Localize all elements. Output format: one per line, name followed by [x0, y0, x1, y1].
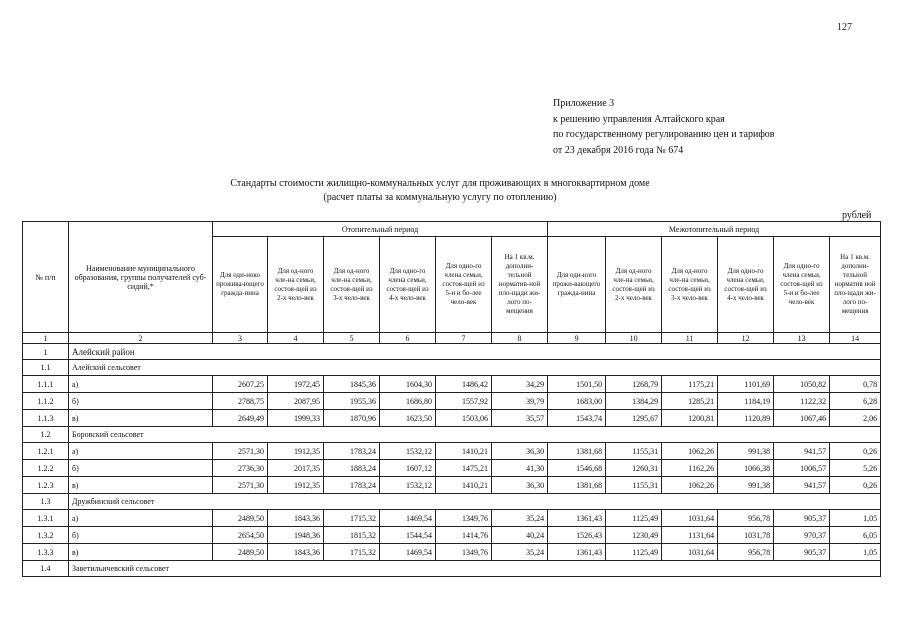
- value-cell: 1843,36: [268, 544, 324, 561]
- column-number: 6: [380, 333, 436, 344]
- district-name: Алейский район: [69, 344, 881, 360]
- header-row-periods: [23, 222, 881, 237]
- row-group: а): [69, 510, 213, 527]
- table-row: [23, 376, 881, 393]
- table-body: [23, 344, 881, 577]
- value-cell: 1526,43: [548, 527, 606, 544]
- column-number: 12: [718, 333, 774, 344]
- value-cell: 2,06: [830, 410, 881, 427]
- row-code: 1.3.1: [23, 510, 69, 527]
- row-group: б): [69, 527, 213, 544]
- units-label: рублей: [842, 210, 872, 221]
- value-cell: 1062,26: [662, 477, 718, 494]
- column-header: На 1 кв.м. дополни-тельной норматив ной пло-щади жи-лого по-мещения: [830, 237, 881, 333]
- value-cell: 36,30: [492, 477, 548, 494]
- column-number: 2: [69, 333, 213, 344]
- value-cell: 39,79: [492, 393, 548, 410]
- value-cell: 1414,76: [436, 527, 492, 544]
- value-cell: 1955,36: [324, 393, 380, 410]
- value-cell: 1230,49: [606, 527, 662, 544]
- column-number: 10: [606, 333, 662, 344]
- value-cell: 1683,00: [548, 393, 606, 410]
- header-name: Наименование муниципального образования, группы получателей суб-сидий,*: [69, 222, 213, 333]
- section-code: 1.4: [23, 561, 69, 577]
- value-cell: 956,78: [718, 544, 774, 561]
- row-code: 1.2.2: [23, 460, 69, 477]
- value-cell: 1410,21: [436, 443, 492, 460]
- column-number: 8: [492, 333, 548, 344]
- value-cell: 1067,46: [774, 410, 830, 427]
- value-cell: 1715,32: [324, 544, 380, 561]
- value-cell: 1912,35: [268, 443, 324, 460]
- value-cell: 2571,30: [213, 477, 268, 494]
- value-cell: 1843,36: [268, 510, 324, 527]
- value-cell: 40,24: [492, 527, 548, 544]
- value-cell: 1155,31: [606, 443, 662, 460]
- value-cell: 1532,12: [380, 443, 436, 460]
- section-name: Дружбинский сельсовет: [69, 494, 881, 510]
- row-group: в): [69, 410, 213, 427]
- row-group: в): [69, 477, 213, 494]
- row-group: б): [69, 460, 213, 477]
- value-cell: 1501,50: [548, 376, 606, 393]
- column-number: 14: [830, 333, 881, 344]
- value-cell: 1783,24: [324, 443, 380, 460]
- value-cell: 1972,45: [268, 376, 324, 393]
- row-code: 1.3.3: [23, 544, 69, 561]
- value-cell: 1475,21: [436, 460, 492, 477]
- column-number: 7: [436, 333, 492, 344]
- row-code: 1.1.2: [23, 393, 69, 410]
- header-heating-period: Отопительный период: [213, 222, 548, 237]
- value-cell: 2654,50: [213, 527, 268, 544]
- row-code: 1.2.1: [23, 443, 69, 460]
- column-number: 13: [774, 333, 830, 344]
- value-cell: 1607,12: [380, 460, 436, 477]
- value-cell: 1162,26: [662, 460, 718, 477]
- value-cell: 1410,21: [436, 477, 492, 494]
- table-row: [23, 477, 881, 494]
- district-code: 1: [23, 344, 69, 360]
- value-cell: 35,57: [492, 410, 548, 427]
- value-cell: 1031,64: [662, 510, 718, 527]
- value-cell: 2607,25: [213, 376, 268, 393]
- appendix-line: к решению управления Алтайского края: [553, 113, 725, 125]
- value-cell: 1155,31: [606, 477, 662, 494]
- value-cell: 1125,49: [606, 544, 662, 561]
- column-header: Для одно-го члена семьи, состоя-щей из 5-и и бо-лее чело-век: [436, 237, 492, 333]
- column-header: Для од-ного чле-на семьи, состоя-щей из 2-х чело-век: [268, 237, 324, 333]
- appendix-line: от 23 декабря 2016 года № 674: [553, 144, 684, 156]
- value-cell: 1557,92: [436, 393, 492, 410]
- row-group: а): [69, 443, 213, 460]
- value-cell: 1031,64: [662, 544, 718, 561]
- section-row: [23, 494, 881, 510]
- table-row: [23, 527, 881, 544]
- column-header: Для одно-го члена семьи, состоя-щей из 4-х чело-век: [380, 237, 436, 333]
- value-cell: 991,38: [718, 477, 774, 494]
- section-code: 1.2: [23, 427, 69, 443]
- value-cell: 1,05: [830, 544, 881, 561]
- column-header: Для од-ного чле-на семьи, состоя-щей из 3-х чело-век: [662, 237, 718, 333]
- section-name: Алейский сельсовет: [69, 360, 881, 376]
- appendix-line: Приложение 3: [553, 98, 615, 109]
- value-cell: 941,57: [774, 443, 830, 460]
- row-group: б): [69, 393, 213, 410]
- value-cell: 2489,50: [213, 510, 268, 527]
- row-code: 1.3.2: [23, 527, 69, 544]
- value-cell: 35,24: [492, 544, 548, 561]
- section-row: [23, 360, 881, 376]
- value-cell: 1948,36: [268, 527, 324, 544]
- value-cell: 36,30: [492, 443, 548, 460]
- header-num: № п/п: [23, 222, 69, 333]
- value-cell: 1268,79: [606, 376, 662, 393]
- value-cell: 35,24: [492, 510, 548, 527]
- column-header: Для од-ного чле-на семьи, состоя-щей из 2-х чело-век: [606, 237, 662, 333]
- table-row: [23, 544, 881, 561]
- value-cell: 2017,35: [268, 460, 324, 477]
- value-cell: 5,26: [830, 460, 881, 477]
- value-cell: 1381,68: [548, 477, 606, 494]
- appendix-line: по государственному регулированию цен и тарифов: [553, 129, 775, 140]
- value-cell: 1285,21: [662, 393, 718, 410]
- value-cell: 34,29: [492, 376, 548, 393]
- value-cell: 1883,24: [324, 460, 380, 477]
- section-code: 1.3: [23, 494, 69, 510]
- value-cell: 2571,30: [213, 443, 268, 460]
- value-cell: 6,28: [830, 393, 881, 410]
- column-number: 9: [548, 333, 606, 344]
- value-cell: 905,37: [774, 544, 830, 561]
- value-cell: 2489,50: [213, 544, 268, 561]
- column-number: 11: [662, 333, 718, 344]
- table-header: [23, 222, 881, 344]
- value-cell: 1623,50: [380, 410, 436, 427]
- page-number: 127: [837, 22, 852, 33]
- value-cell: 1469,54: [380, 510, 436, 527]
- column-number: 4: [268, 333, 324, 344]
- column-header: Для одно-го члена семьи, состоя-щей из 5-и и бо-лее чело-век: [774, 237, 830, 333]
- row-group: в): [69, 544, 213, 561]
- column-header: На 1 кв.м. дополни-тельной норматив-ной пло-щади жи-лого по-мещения: [492, 237, 548, 333]
- value-cell: 1532,12: [380, 477, 436, 494]
- value-cell: 1260,31: [606, 460, 662, 477]
- header-row-numbers: [23, 333, 881, 344]
- value-cell: 0,78: [830, 376, 881, 393]
- value-cell: 2087,95: [268, 393, 324, 410]
- value-cell: 1361,43: [548, 510, 606, 527]
- value-cell: 1870,96: [324, 410, 380, 427]
- value-cell: 970,37: [774, 527, 830, 544]
- value-cell: 1544,54: [380, 527, 436, 544]
- column-number: 1: [23, 333, 69, 344]
- value-cell: 905,37: [774, 510, 830, 527]
- section-row: [23, 427, 881, 443]
- table-row: [23, 443, 881, 460]
- row-code: 1.1.1: [23, 376, 69, 393]
- value-cell: 1783,24: [324, 477, 380, 494]
- value-cell: 1715,32: [324, 510, 380, 527]
- table-row: [23, 460, 881, 477]
- value-cell: 1122,32: [774, 393, 830, 410]
- value-cell: 1469,54: [380, 544, 436, 561]
- value-cell: 2649,49: [213, 410, 268, 427]
- value-cell: 1845,36: [324, 376, 380, 393]
- table-row: [23, 393, 881, 410]
- table-row: [23, 410, 881, 427]
- column-header: Для оди-ноко прожива-ющего гражда-нина: [213, 237, 268, 333]
- value-cell: 1503,06: [436, 410, 492, 427]
- value-cell: 1101,69: [718, 376, 774, 393]
- value-cell: 2736,30: [213, 460, 268, 477]
- value-cell: 1912,35: [268, 477, 324, 494]
- row-code: 1.2.3: [23, 477, 69, 494]
- value-cell: 1361,43: [548, 544, 606, 561]
- value-cell: 1,05: [830, 510, 881, 527]
- value-cell: 1006,57: [774, 460, 830, 477]
- section-code: 1.1: [23, 360, 69, 376]
- appendix-block: [553, 96, 775, 158]
- value-cell: 1546,68: [548, 460, 606, 477]
- column-number: 5: [324, 333, 380, 344]
- value-cell: 1349,76: [436, 544, 492, 561]
- column-number: 3: [213, 333, 268, 344]
- column-header: Для оди-ного прожи-вающего гражда-нина: [548, 237, 606, 333]
- column-header: Для одно-го члена семьи, состоя-щей из 4-х чело-век: [718, 237, 774, 333]
- value-cell: 1815,32: [324, 527, 380, 544]
- value-cell: 1999,33: [268, 410, 324, 427]
- section-name: Боровский сельсовет: [69, 427, 881, 443]
- value-cell: 1125,49: [606, 510, 662, 527]
- row-group: а): [69, 376, 213, 393]
- section-row: [23, 561, 881, 577]
- value-cell: 1295,67: [606, 410, 662, 427]
- document-subtitle: (расчет платы за коммунальную услугу по отоплению): [323, 192, 557, 203]
- value-cell: 1184,19: [718, 393, 774, 410]
- value-cell: 956,78: [718, 510, 774, 527]
- value-cell: 1543,74: [548, 410, 606, 427]
- header-interheating-period: Межотопительный период: [548, 222, 881, 237]
- value-cell: 1384,29: [606, 393, 662, 410]
- row-code: 1.1.3: [23, 410, 69, 427]
- value-cell: 1050,82: [774, 376, 830, 393]
- district-row: [23, 344, 881, 360]
- table-row: [23, 510, 881, 527]
- column-header: Для од-ного чле-на семьи, состоя-щей из 3-х чело-век: [324, 237, 380, 333]
- value-cell: 6,05: [830, 527, 881, 544]
- value-cell: 1486,42: [436, 376, 492, 393]
- value-cell: 1031,78: [718, 527, 774, 544]
- value-cell: 1686,80: [380, 393, 436, 410]
- value-cell: 1381,68: [548, 443, 606, 460]
- value-cell: 0,26: [830, 477, 881, 494]
- value-cell: 1066,38: [718, 460, 774, 477]
- value-cell: 0,26: [830, 443, 881, 460]
- tariff-table: [22, 221, 881, 577]
- document-title: Стандарты стоимости жилищно-коммунальных услуг для проживающих в многоквартирном доме: [230, 178, 650, 189]
- value-cell: 1131,64: [662, 527, 718, 544]
- value-cell: 41,30: [492, 460, 548, 477]
- value-cell: 941,57: [774, 477, 830, 494]
- value-cell: 1349,76: [436, 510, 492, 527]
- section-name: Заветильичевский сельсовет: [69, 561, 881, 577]
- value-cell: 1604,30: [380, 376, 436, 393]
- value-cell: 991,38: [718, 443, 774, 460]
- value-cell: 1062,26: [662, 443, 718, 460]
- value-cell: 2788,75: [213, 393, 268, 410]
- value-cell: 1200,81: [662, 410, 718, 427]
- value-cell: 1175,21: [662, 376, 718, 393]
- value-cell: 1120,89: [718, 410, 774, 427]
